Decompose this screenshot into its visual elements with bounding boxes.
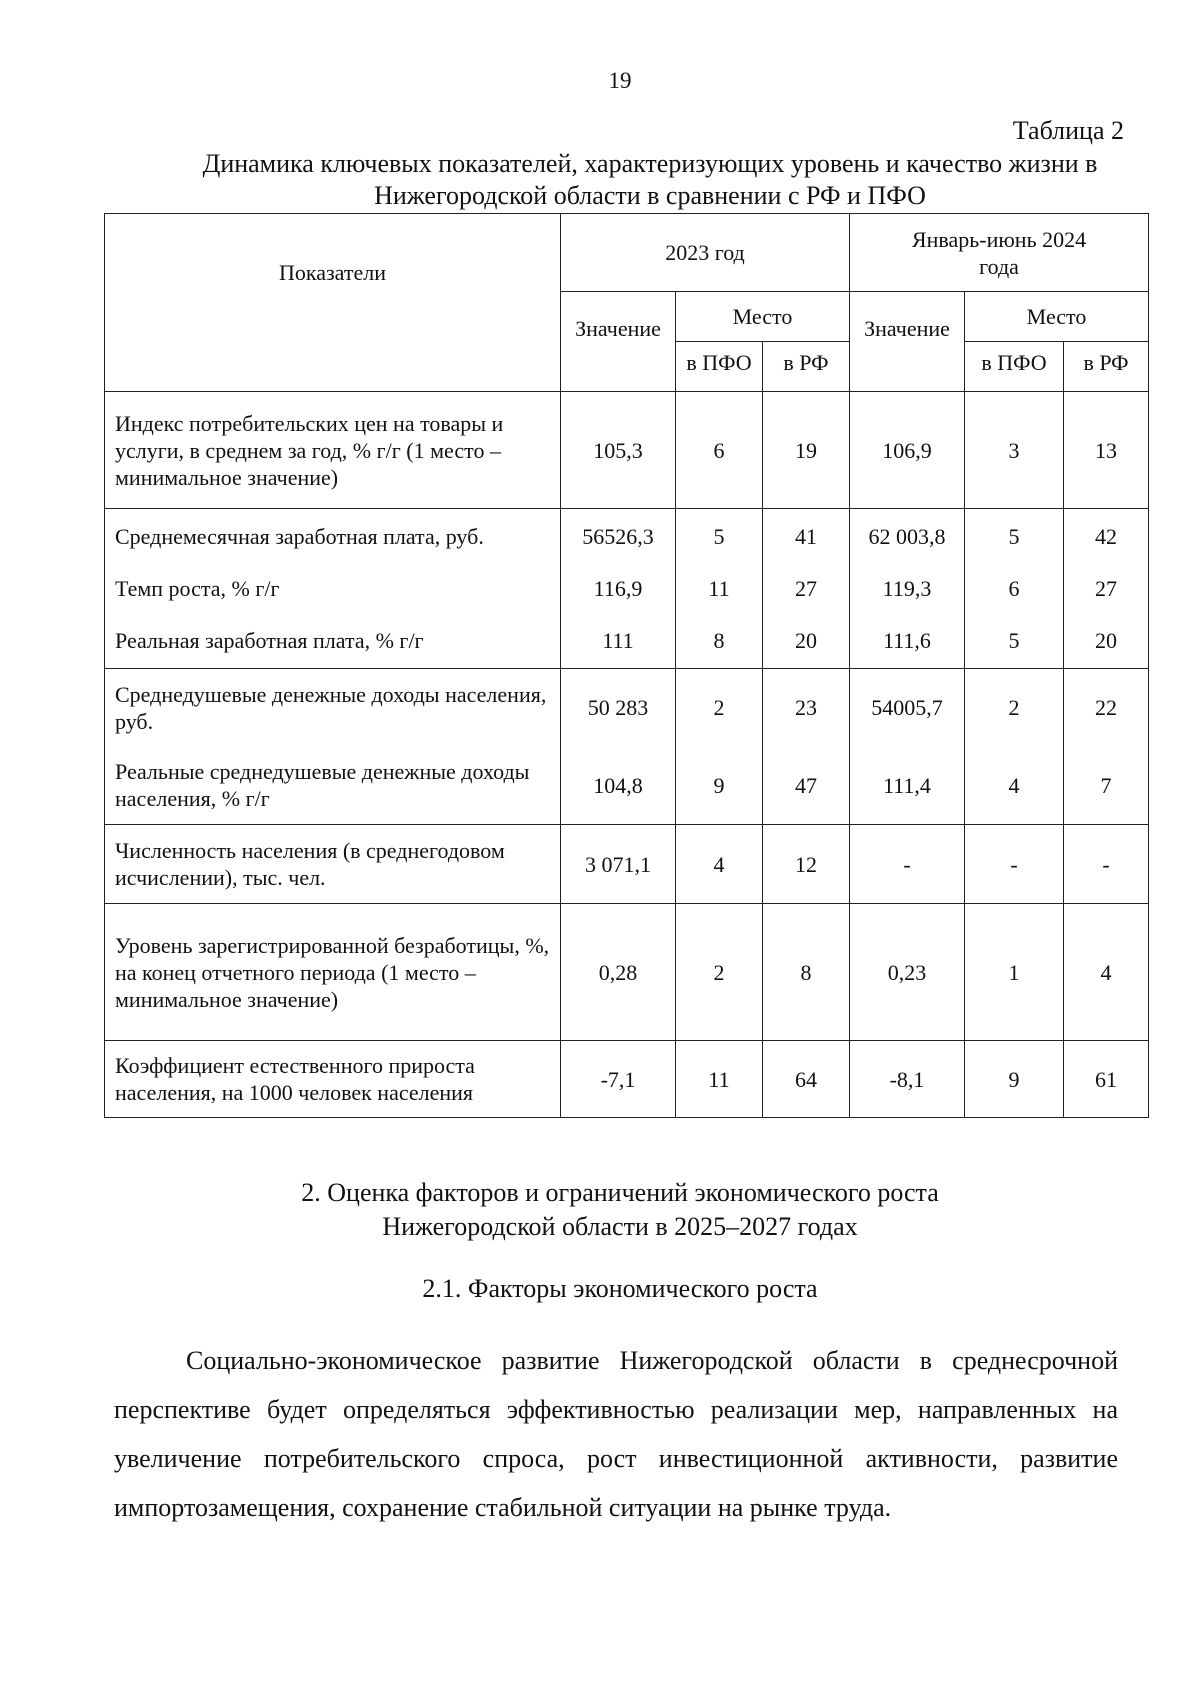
cell-rf-2023: 47 [763, 747, 850, 825]
subsection-title: 2.1. Факторы экономического роста [422, 1274, 818, 1303]
table-row [105, 904, 1149, 1041]
table-row [105, 669, 1149, 747]
cell-value-2023: 105,3 [561, 392, 676, 509]
cell-pfo-2024: 6 [965, 564, 1064, 614]
cell-rf-2024: - [1064, 825, 1149, 904]
cell-rf-2024: 7 [1064, 747, 1149, 825]
cell-value-2023: 56526,3 [561, 509, 676, 564]
header-rf-2023: в РФ [763, 342, 850, 392]
cell-pfo-2024: 5 [965, 509, 1064, 564]
cell-rf-2023: 41 [763, 509, 850, 564]
cell-rf-2024: 61 [1064, 1041, 1149, 1118]
cell-rf-2023: 19 [763, 392, 850, 509]
cell-rf-2023: 8 [763, 904, 850, 1041]
cell-value-2024: - [850, 825, 965, 904]
cell-pfo-2023: 9 [676, 747, 763, 825]
table-row [105, 1041, 1149, 1118]
header-rf-2024: в РФ [1064, 342, 1149, 392]
row-label: Темп роста, % г/г [105, 564, 561, 614]
table-row [105, 825, 1149, 904]
cell-value-2023: 50 283 [561, 669, 676, 747]
cell-pfo-2023: 5 [676, 509, 763, 564]
header-pfo-2024: в ПФО [965, 342, 1064, 392]
cell-pfo-2024: 1 [965, 904, 1064, 1041]
cell-pfo-2023: 4 [676, 825, 763, 904]
cell-value-2024: -8,1 [850, 1041, 965, 1118]
indicators-table [104, 213, 1149, 1118]
header-pfo-2023: в ПФО [676, 342, 763, 392]
table-row [105, 509, 1149, 564]
cell-rf-2024: 22 [1064, 669, 1149, 747]
row-label: Индекс потребительских цен на товары и услуги, в среднем за год, % г/г (1 место – минимальное значение) [105, 392, 561, 509]
row-label: Среднедушевые денежные доходы населения, руб. [105, 669, 561, 747]
cell-pfo-2023: 11 [676, 1041, 763, 1118]
cell-value-2023: 3 071,1 [561, 825, 676, 904]
cell-value-2023: 111 [561, 614, 676, 669]
table-row [105, 614, 1149, 669]
header-place-2024: Место [965, 292, 1149, 342]
cell-value-2023: 116,9 [561, 564, 676, 614]
header-place-2023: Место [676, 292, 850, 342]
cell-pfo-2024: - [965, 825, 1064, 904]
header-indicators: Показатели [105, 214, 561, 392]
cell-rf-2023: 27 [763, 564, 850, 614]
cell-pfo-2024: 3 [965, 392, 1064, 509]
cell-pfo-2024: 2 [965, 669, 1064, 747]
cell-value-2024: 111,4 [850, 747, 965, 825]
page-number: 19 [608, 68, 632, 93]
cell-pfo-2024: 4 [965, 747, 1064, 825]
table-title: Динамика ключевых показателей, характеризующих уровень и качество жизни в Нижегородской области в сравнении с РФ и ПФО [202, 149, 1098, 210]
section-title-line-2: Нижегородской области в 2025–2027 годах [382, 1212, 858, 1241]
row-label: Реальная заработная плата, % г/г [105, 614, 561, 669]
header-period-2023: 2023 год [561, 214, 850, 292]
cell-value-2024: 62 003,8 [850, 509, 965, 564]
cell-value-2024: 119,3 [850, 564, 965, 614]
cell-value-2024: 0,23 [850, 904, 965, 1041]
row-label: Коэффициент естественного прироста населения, на 1000 человек населения [105, 1041, 561, 1118]
cell-rf-2024: 27 [1064, 564, 1149, 614]
table-row [105, 392, 1149, 509]
cell-pfo-2023: 11 [676, 564, 763, 614]
cell-pfo-2024: 5 [965, 614, 1064, 669]
cell-pfo-2023: 2 [676, 904, 763, 1041]
cell-rf-2024: 42 [1064, 509, 1149, 564]
row-label: Реальные среднедушевые денежные доходы населения, % г/г [105, 747, 561, 825]
cell-rf-2023: 20 [763, 614, 850, 669]
row-label: Уровень зарегистрированной безработицы, %, на конец отчетного периода (1 место – минимальное значение) [105, 904, 561, 1041]
cell-pfo-2023: 8 [676, 614, 763, 669]
table-row [105, 564, 1149, 614]
header-value-2024: Значение [850, 292, 965, 392]
cell-rf-2024: 13 [1064, 392, 1149, 509]
cell-rf-2024: 20 [1064, 614, 1149, 669]
cell-rf-2023: 23 [763, 669, 850, 747]
table-label: Таблица 2 [1012, 116, 1124, 145]
row-label: Среднемесячная заработная плата, руб. [105, 509, 561, 564]
cell-pfo-2024: 9 [965, 1041, 1064, 1118]
header-period-2024: Январь-июнь 2024 года [850, 214, 1149, 292]
table-row [105, 747, 1149, 825]
cell-value-2023: 104,8 [561, 747, 676, 825]
row-label: Численность населения (в среднегодовом исчислении), тыс. чел. [105, 825, 561, 904]
cell-value-2024: 111,6 [850, 614, 965, 669]
cell-pfo-2023: 2 [676, 669, 763, 747]
cell-value-2023: -7,1 [561, 1041, 676, 1118]
section-title [0, 1176, 1200, 1244]
header-value-2023: Значение [561, 292, 676, 392]
cell-value-2024: 54005,7 [850, 669, 965, 747]
cell-rf-2023: 64 [763, 1041, 850, 1118]
cell-value-2023: 0,28 [561, 904, 676, 1041]
cell-rf-2023: 12 [763, 825, 850, 904]
cell-rf-2024: 4 [1064, 904, 1149, 1041]
cell-value-2024: 106,9 [850, 392, 965, 509]
body-paragraph: Социально-экономическое развитие Нижегородской области в среднесрочной перспективе будет определяться эффективностью реализации мер, направленных на увеличение потребительского спроса, рост инвестиционной активности, развитие импортозамещения, сохранение стабильной ситуации на рынке труда. [114, 1346, 1118, 1522]
cell-pfo-2023: 6 [676, 392, 763, 509]
section-title-line-1: 2. Оценка факторов и ограничений экономического роста [301, 1178, 939, 1207]
